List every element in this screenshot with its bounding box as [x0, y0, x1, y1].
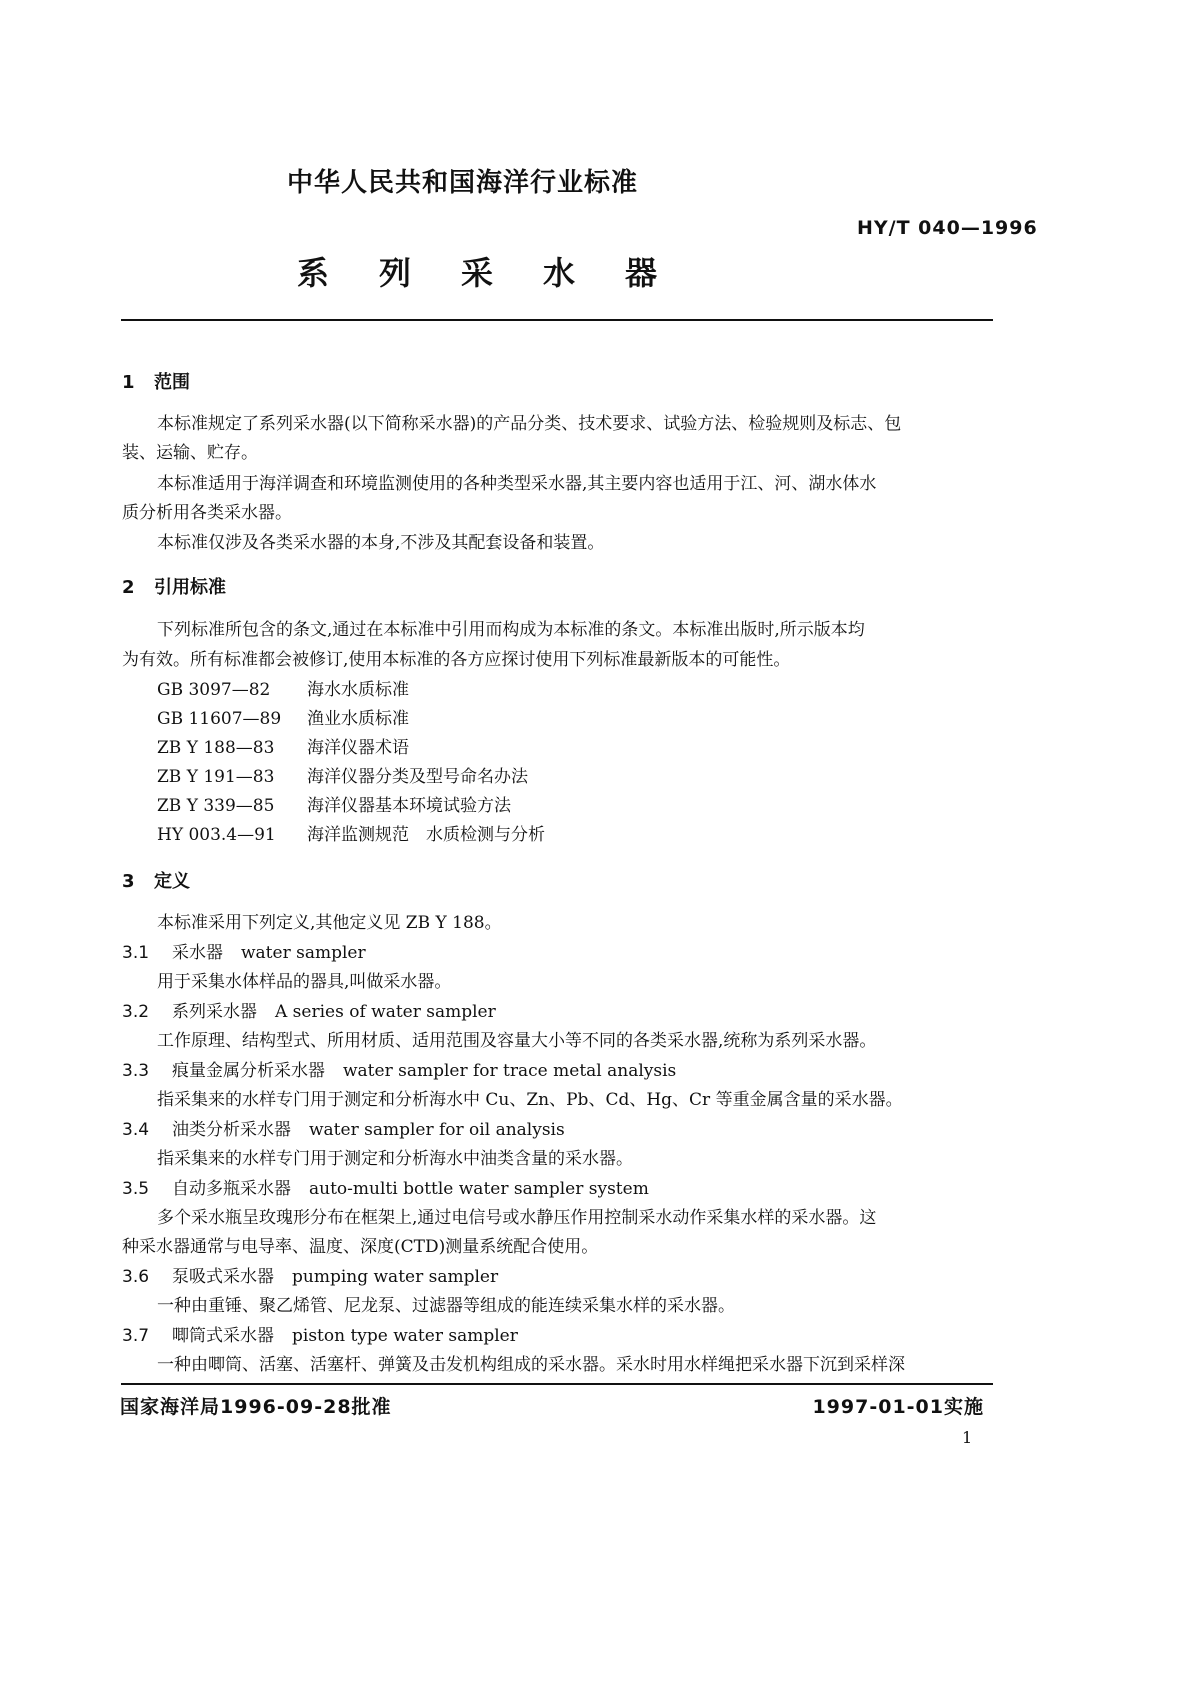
- definition-term-en: water sampler for trace metal analysis: [343, 1061, 677, 1081]
- org-title: 中华人民共和国海洋行业标准: [287, 168, 639, 198]
- definition-term-en: auto-multi bottle water sampler system: [309, 1179, 649, 1199]
- ref-code: ZB Y 191—83: [157, 767, 275, 787]
- ref-title: 渔业水质标准: [307, 709, 409, 729]
- section-2-para-1b: 为有效。所有标准都会被修订,使用本标准的各方应探讨使用下列标准最新版本的可能性。: [122, 650, 791, 670]
- definition-item: [122, 938, 366, 963]
- standard-code: HY/T 040—1996: [857, 217, 1038, 239]
- ref-title: 海洋仪器基本环境试验方法: [307, 796, 511, 816]
- definition-number: 3.2: [122, 1002, 150, 1022]
- definition-item: [122, 1321, 518, 1346]
- section-1-para-3: 本标准仅涉及各类采水器的本身,不涉及其配套设备和装置。: [157, 533, 605, 553]
- section-2-title: 引用标准: [154, 577, 226, 598]
- definition-term: 泵吸式采水器: [172, 1267, 274, 1287]
- effective-date: 1997-01-01实施: [812, 1396, 984, 1418]
- section-3-intro: 本标准采用下列定义,其他定义见 ZB Y 188。: [157, 913, 502, 933]
- definition-number: 3.3: [122, 1061, 150, 1081]
- definition-desc: 一种由重锤、聚乙烯管、尼龙泵、过滤器等组成的能连续采集水样的采水器。: [157, 1296, 735, 1316]
- definition-desc: 指采集来的水样专门用于测定和分析海水中 Cu、Zn、Pb、Cd、Hg、Cr 等重金属含量的采水器。: [157, 1090, 903, 1110]
- section-3-number: 3: [122, 871, 135, 892]
- ref-code: GB 3097—82: [157, 680, 271, 700]
- definition-desc: 一种由唧筒、活塞、活塞杆、弹簧及击发机构组成的采水器。采水时用水样绳把采水器下沉到采样深: [157, 1355, 905, 1375]
- definition-desc: 工作原理、结构型式、所用材质、适用范围及容量大小等不同的各类采水器,统称为系列采水器。: [157, 1031, 877, 1051]
- ref-title: 海洋仪器术语: [307, 738, 409, 758]
- definition-desc: 多个采水瓶呈玫瑰形分布在框架上,通过电信号或水静压作用控制采水动作采集水样的采水器。这: [157, 1208, 877, 1228]
- definition-desc: 种采水器通常与电导率、温度、深度(CTD)测量系统配合使用。: [122, 1237, 599, 1257]
- ref-title: 海水水质标准: [307, 680, 409, 700]
- definition-item: [122, 1115, 565, 1140]
- ref-item: [157, 762, 528, 787]
- ref-code: ZB Y 188—83: [157, 738, 275, 758]
- definition-term-en: A series of water sampler: [275, 1002, 496, 1022]
- definition-number: 3.1: [122, 943, 150, 963]
- section-1-heading: [122, 368, 190, 394]
- definition-term-en: pumping water sampler: [292, 1267, 499, 1287]
- ref-title: 海洋仪器分类及型号命名办法: [307, 767, 528, 787]
- ref-item: [157, 820, 545, 845]
- definition-item: [122, 1174, 649, 1199]
- ref-code: GB 11607—89: [157, 709, 282, 729]
- section-1-para-2b: 质分析用各类采水器。: [122, 503, 292, 523]
- definition-term: 系列采水器: [172, 1002, 257, 1022]
- section-2-para-1a: 下列标准所包含的条文,通过在本标准中引用而构成为本标准的条文。本标准出版时,所示版本均: [157, 620, 865, 640]
- section-1-para-2a: 本标准适用于海洋调查和环境监测使用的各种类型采水器,其主要内容也适用于江、河、湖水体水: [157, 474, 877, 494]
- definition-item: [122, 1056, 676, 1081]
- section-1-para-1a: 本标准规定了系列采水器(以下简称采水器)的产品分类、技术要求、试验方法、检验规则及标志、包: [157, 414, 902, 434]
- definition-term: 油类分析采水器: [172, 1120, 291, 1140]
- ref-code: HY 003.4—91: [157, 825, 276, 845]
- definition-number: 3.5: [122, 1179, 150, 1199]
- definition-desc: 指采集来的水样专门用于测定和分析海水中油类含量的采水器。: [157, 1149, 633, 1169]
- ref-item: [157, 675, 409, 700]
- definition-term: 自动多瓶采水器: [172, 1179, 291, 1199]
- ref-item: [157, 704, 409, 729]
- definition-term-en: water sampler: [241, 943, 366, 963]
- definition-item: [122, 1262, 498, 1287]
- section-1-title: 范围: [154, 372, 190, 393]
- definition-term: 唧筒式采水器: [172, 1326, 274, 1346]
- definition-item: [122, 997, 496, 1022]
- definition-desc: 用于采集水体样品的器具,叫做采水器。: [157, 972, 452, 992]
- section-3-title: 定义: [154, 871, 190, 892]
- definition-term-en: piston type water sampler: [292, 1326, 518, 1346]
- definition-number: 3.6: [122, 1267, 150, 1287]
- header-rule: [121, 319, 993, 321]
- approval-date: 国家海洋局1996-09-28批准: [120, 1396, 392, 1418]
- section-2-number: 2: [122, 577, 135, 598]
- section-1-number: 1: [122, 372, 135, 393]
- ref-code: ZB Y 339—85: [157, 796, 275, 816]
- section-3-heading: [122, 867, 190, 893]
- page-number: 1: [962, 1428, 973, 1447]
- section-1-para-1b: 装、运输、贮存。: [122, 443, 258, 463]
- ref-item: [157, 733, 409, 758]
- definition-number: 3.7: [122, 1326, 150, 1346]
- definition-term: 采水器: [172, 943, 223, 963]
- footer-rule: [121, 1383, 993, 1385]
- definition-term: 痕量金属分析采水器: [172, 1061, 325, 1081]
- section-2-heading: [122, 573, 226, 599]
- ref-item: [157, 791, 511, 816]
- document-title: 系列采水器: [297, 254, 708, 292]
- definition-number: 3.4: [122, 1120, 150, 1140]
- definition-term-en: water sampler for oil analysis: [309, 1120, 565, 1140]
- ref-title: 海洋监测规范 水质检测与分析: [307, 825, 545, 845]
